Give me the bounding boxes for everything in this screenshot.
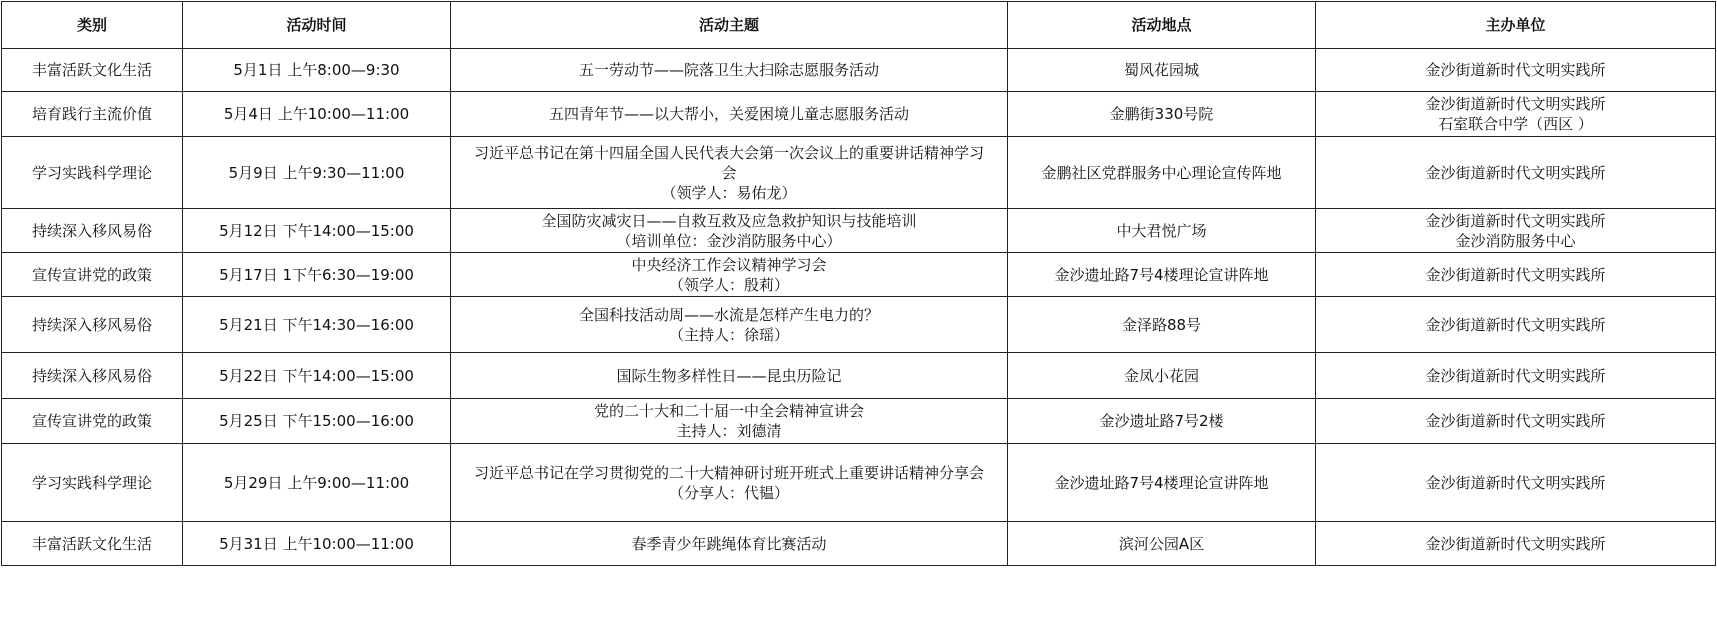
category-cell: 学习实践科学理论 <box>2 137 183 209</box>
header-category: 类别 <box>2 2 183 49</box>
location-cell: 金沙遗址路7号2楼 <box>1008 399 1316 444</box>
organizer-cell-line: 金沙消防服务中心 <box>1455 231 1576 250</box>
time-cell: 5月17日 1下午6:30—19:00 <box>183 253 451 297</box>
category-cell: 持续深入移风易俗 <box>2 353 183 399</box>
header-organizer: 主办单位 <box>1316 2 1716 49</box>
time-cell: 5月12日 下午14:00—15:00 <box>183 209 451 253</box>
category-cell: 宣传宣讲党的政策 <box>2 399 183 444</box>
table-row <box>2 297 1716 353</box>
organizer-cell-line: 金沙街道新时代文明实践所 <box>1425 412 1606 430</box>
theme-cell-line: 中央经济工作会议精神学习会 <box>631 255 827 274</box>
theme-cell <box>451 92 1008 137</box>
theme-cell <box>451 353 1008 399</box>
theme-cell-line: （培训单位：金沙消防服务中心） <box>616 231 842 250</box>
table-row <box>2 353 1716 399</box>
category-cell: 学习实践科学理论 <box>2 444 183 522</box>
organizer-cell <box>1316 297 1716 353</box>
organizer-cell <box>1316 137 1716 209</box>
time-cell: 5月25日 下午15:00—16:00 <box>183 399 451 444</box>
theme-cell-line: 春季青少年跳绳体育比赛活动 <box>631 534 827 553</box>
organizer-cell-line: 金沙街道新时代文明实践所 <box>1425 95 1606 113</box>
category-cell: 持续深入移风易俗 <box>2 297 183 353</box>
theme-cell-line: （分享人：代韫） <box>668 483 789 502</box>
organizer-cell <box>1316 444 1716 522</box>
category-cell: 持续深入移风易俗 <box>2 209 183 253</box>
table-row <box>2 92 1716 137</box>
theme-cell-line: 会 <box>721 163 737 182</box>
organizer-cell <box>1316 92 1716 137</box>
theme-cell <box>451 399 1008 444</box>
table-body <box>2 49 1716 566</box>
table-header-row <box>2 2 1716 49</box>
header-time: 活动时间 <box>183 2 451 49</box>
theme-cell-line: 全国科技活动周——水流是怎样产生电力的？ <box>578 305 879 324</box>
theme-cell-line: 习近平总书记在学习贯彻党的二十大精神研讨班开班式上重要讲话精神分享会 <box>473 463 984 482</box>
table-row <box>2 49 1716 92</box>
theme-cell <box>451 49 1008 92</box>
organizer-cell-line: 金沙街道新时代文明实践所 <box>1425 211 1606 230</box>
location-cell: 蜀风花园城 <box>1008 49 1316 92</box>
time-cell: 5月22日 下午14:00—15:00 <box>183 353 451 399</box>
table-row <box>2 522 1716 566</box>
category-cell: 丰富活跃文化生活 <box>2 49 183 92</box>
theme-cell <box>451 209 1008 253</box>
table-row <box>2 209 1716 253</box>
theme-cell-line: 全国防灾减灾日——自救互救及应急救护知识与技能培训 <box>541 211 917 230</box>
theme-cell-line: 五四青年节——以大帮小，关爱困境儿童志愿服务活动 <box>548 105 909 123</box>
organizer-cell-line: 金沙街道新时代文明实践所 <box>1425 163 1606 182</box>
theme-cell-line: 党的二十大和二十届一中全会精神宣讲会 <box>593 402 864 420</box>
theme-cell-line: （主持人：徐瑶） <box>668 325 789 344</box>
organizer-cell-line: 金沙街道新时代文明实践所 <box>1425 61 1606 79</box>
location-cell: 金凤小花园 <box>1008 353 1316 399</box>
time-cell: 5月29日 上午9:00—11:00 <box>183 444 451 522</box>
theme-cell <box>451 137 1008 209</box>
organizer-cell-line: 金沙街道新时代文明实践所 <box>1425 366 1606 385</box>
category-cell: 培育践行主流价值 <box>2 92 183 137</box>
location-cell: 金沙遗址路7号4楼理论宣讲阵地 <box>1008 253 1316 297</box>
time-cell: 5月21日 下午14:30—16:00 <box>183 297 451 353</box>
theme-cell <box>451 253 1008 297</box>
organizer-cell <box>1316 49 1716 92</box>
organizer-cell-line: 石室联合中学（西区 ） <box>1438 115 1593 133</box>
time-cell: 5月1日 上午8:00—9:30 <box>183 49 451 92</box>
category-cell: 宣传宣讲党的政策 <box>2 253 183 297</box>
location-cell: 中大君悦广场 <box>1008 209 1316 253</box>
theme-cell-line: （领学人：殷莉） <box>668 275 789 294</box>
location-cell: 金鹏街330号院 <box>1008 92 1316 137</box>
location-cell: 滨河公园A区 <box>1008 522 1316 566</box>
theme-cell <box>451 522 1008 566</box>
organizer-cell-line: 金沙街道新时代文明实践所 <box>1425 265 1606 284</box>
table-row <box>2 253 1716 297</box>
organizer-cell <box>1316 522 1716 566</box>
activity-schedule-table <box>1 1 1716 566</box>
organizer-cell-line: 金沙街道新时代文明实践所 <box>1425 473 1606 492</box>
category-cell: 丰富活跃文化生活 <box>2 522 183 566</box>
location-cell: 金泽路88号 <box>1008 297 1316 353</box>
organizer-cell-line: 金沙街道新时代文明实践所 <box>1425 315 1606 334</box>
theme-cell-line: 习近平总书记在第十四届全国人民代表大会第一次会议上的重要讲话精神学习 <box>473 143 984 162</box>
table-row <box>2 444 1716 522</box>
header-location: 活动地点 <box>1008 2 1316 49</box>
organizer-cell <box>1316 253 1716 297</box>
organizer-cell <box>1316 399 1716 444</box>
table-row <box>2 399 1716 444</box>
theme-cell-line: 国际生物多样性日——昆虫历险记 <box>616 366 842 385</box>
location-cell: 金鹏社区党群服务中心理论宣传阵地 <box>1008 137 1316 209</box>
organizer-cell-line: 金沙街道新时代文明实践所 <box>1425 534 1606 553</box>
header-theme: 活动主题 <box>451 2 1008 49</box>
theme-cell <box>451 297 1008 353</box>
theme-cell-line: 五一劳动节——院落卫生大扫除志愿服务活动 <box>578 61 879 79</box>
location-cell: 金沙遗址路7号4楼理论宣讲阵地 <box>1008 444 1316 522</box>
table-row <box>2 137 1716 209</box>
theme-cell-line: 主持人：刘德清 <box>676 422 782 440</box>
time-cell: 5月9日 上午9:30—11:00 <box>183 137 451 209</box>
organizer-cell <box>1316 209 1716 253</box>
organizer-cell <box>1316 353 1716 399</box>
time-cell: 5月31日 上午10:00—11:00 <box>183 522 451 566</box>
theme-cell <box>451 444 1008 522</box>
time-cell: 5月4日 上午10:00—11:00 <box>183 92 451 137</box>
theme-cell-line: （领学人：易佑龙） <box>661 183 797 202</box>
